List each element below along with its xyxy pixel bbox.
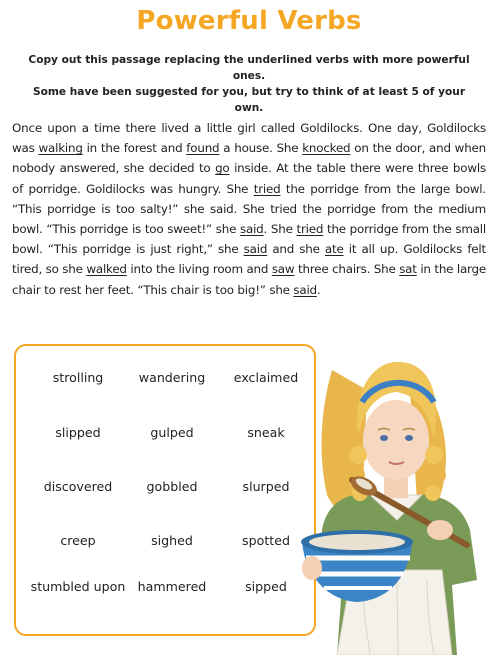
passage-text: into the living room and <box>126 262 272 277</box>
underlined-verb: tried <box>296 222 324 237</box>
passage-text: and she <box>267 242 325 257</box>
word-bank-item: discovered <box>43 479 113 494</box>
word-bank-item: gulped <box>150 425 194 440</box>
word-bank-item: slurped <box>242 479 290 494</box>
passage-text: Once upon a time there lived a little girl called Goldilocks. One day, Goldilocks was <box>12 121 486 156</box>
word-bank-item: slipped <box>55 425 101 440</box>
underlined-verb: knocked <box>302 141 351 156</box>
word-bank-item: sipped <box>245 579 287 594</box>
passage-text: the porridge from the large bowl. “This porridge is too salty!” she said. She tried the porridge from the medium bowl. “This porridge is too sweet!” she <box>12 181 486 237</box>
word-bank-item: stumbled upon <box>30 579 126 594</box>
word-bank-item: sighed <box>151 533 193 548</box>
passage-text: it all up. Goldilocks felt tired, so she <box>12 242 486 277</box>
underlined-verb: said <box>243 242 268 257</box>
instructions <box>18 52 480 116</box>
page-title: Powerful Verbs <box>136 6 362 36</box>
word-bank-item: wandering <box>138 370 206 385</box>
passage-text: on the door, and when nobody answered, she decided to <box>12 141 486 176</box>
passage-text: the porridge from the small bowl. “This porridge is just right,” she <box>12 222 486 257</box>
word-bank-item: strolling <box>52 370 104 385</box>
passage-text: inside. At the table there were three bowls of porridge. Goldilocks was hungry. She <box>12 161 486 196</box>
word-bank-item: hammered <box>137 579 207 594</box>
story-passage <box>12 118 486 300</box>
passage-text: . She <box>263 222 297 237</box>
underlined-verb: walking <box>38 141 83 156</box>
underlined-verb: said <box>293 282 317 297</box>
goldilocks-illustration <box>292 330 498 655</box>
instructions-line-2: Some have been suggested for you, but try to think of at least 5 of your own. <box>32 86 466 114</box>
passage-text: in the large chair to rest her feet. “This chair is too big!” she <box>12 262 487 297</box>
word-bank-item: sneak <box>247 425 285 440</box>
instructions-line-1: Copy out this passage replacing the underlined verbs with more powerful ones. <box>28 54 470 82</box>
underlined-verb: go <box>215 161 230 176</box>
word-bank-item: gobbled <box>146 479 198 494</box>
underlined-verb: sat <box>399 262 417 277</box>
passage-text: a house. She <box>219 141 303 156</box>
passage-text: . <box>316 282 321 297</box>
underlined-verb: tried <box>253 181 281 196</box>
word-bank-item: spotted <box>242 533 290 548</box>
word-bank-item: exclaimed <box>233 370 299 385</box>
underlined-verb: saw <box>271 262 295 277</box>
passage-text: in the forest and <box>82 141 187 156</box>
word-bank-item: creep <box>60 533 96 548</box>
word-bank <box>14 344 316 636</box>
underlined-verb: ate <box>324 242 344 257</box>
underlined-verb: said <box>239 222 264 237</box>
underlined-verb: found <box>186 141 220 156</box>
underlined-verb: walked <box>86 262 127 277</box>
passage-text: three chairs. She <box>294 262 400 277</box>
